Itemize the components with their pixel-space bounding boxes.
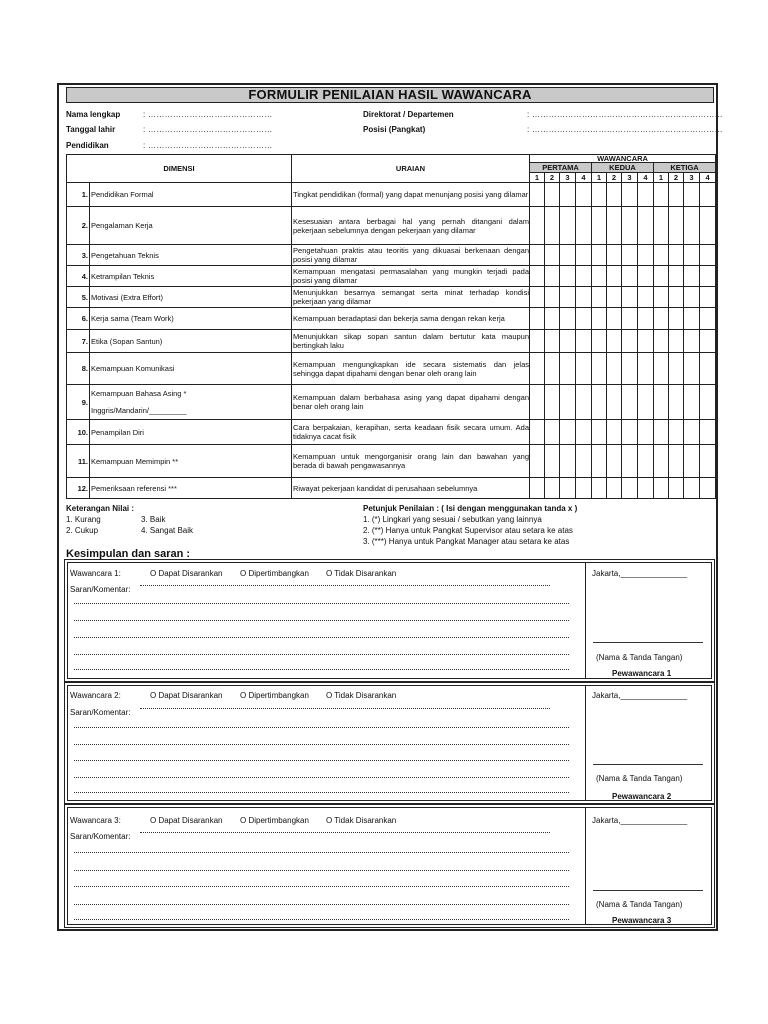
saran-line[interactable] xyxy=(74,904,569,905)
score-cell[interactable] xyxy=(638,353,654,385)
interview-box-inner xyxy=(67,562,712,679)
row-dimensi: Pengetahuan Teknis xyxy=(90,245,292,266)
saran-line[interactable] xyxy=(74,792,569,793)
table-row xyxy=(67,353,716,385)
score-cell[interactable] xyxy=(669,420,684,445)
score-cell[interactable] xyxy=(638,287,654,308)
table-row xyxy=(67,478,716,499)
score-cell[interactable] xyxy=(530,478,545,499)
score-header: 3 xyxy=(622,173,638,183)
score-cell[interactable] xyxy=(560,445,576,478)
score-cell[interactable] xyxy=(560,183,576,207)
score-cell[interactable] xyxy=(560,330,576,353)
score-cell[interactable] xyxy=(684,420,700,445)
saran-line[interactable] xyxy=(140,832,550,833)
tanggal-field[interactable]: : ……………………………………… xyxy=(143,125,273,134)
score-cell[interactable] xyxy=(654,385,669,420)
table-row xyxy=(67,207,716,245)
score-header: 2 xyxy=(607,173,622,183)
interview-box-1 xyxy=(64,559,715,682)
score-cell[interactable] xyxy=(654,353,669,385)
posisi-label: Posisi (Pangkat) xyxy=(363,125,426,134)
score-cell[interactable] xyxy=(560,266,576,287)
interview-label: Wawancara 3: xyxy=(70,816,121,825)
score-cell[interactable] xyxy=(638,385,654,420)
score-header: 4 xyxy=(576,173,592,183)
interview-label: Wawancara 1: xyxy=(70,569,121,578)
direktorat-label: Direktorat / Departemen xyxy=(363,110,454,119)
score-cell[interactable] xyxy=(592,445,607,478)
keterangan-item: 4. Sangat Baik xyxy=(141,526,194,535)
score-header: 3 xyxy=(684,173,700,183)
score-cell[interactable] xyxy=(545,420,560,445)
row-number: 12. xyxy=(67,478,90,499)
score-header: 4 xyxy=(700,173,716,183)
row-uraian: Cara berpakaian, kerapihan, serta keadaan fisik secara umum. Ada tidaknya cacat fisik xyxy=(292,420,530,445)
score-header: 1 xyxy=(530,173,545,183)
score-cell[interactable] xyxy=(592,308,607,330)
row-number: 7. xyxy=(67,330,90,353)
petunjuk-item: 1. (*) Lingkari yang sesuai / sebutkan yang lainnya xyxy=(363,515,542,524)
score-cell[interactable] xyxy=(654,183,669,207)
score-cell[interactable] xyxy=(607,445,622,478)
score-cell[interactable] xyxy=(545,445,560,478)
interview-label: Wawancara 2: xyxy=(70,691,121,700)
score-cell[interactable] xyxy=(654,308,669,330)
score-cell[interactable] xyxy=(576,183,592,207)
score-cell[interactable] xyxy=(638,478,654,499)
saran-line[interactable] xyxy=(74,870,569,871)
score-cell[interactable] xyxy=(576,420,592,445)
option-tidak-disarankan[interactable]: O Tidak Disarankan xyxy=(326,691,397,700)
score-cell[interactable] xyxy=(684,287,700,308)
row-uraian: Kesesuaian antara berbagai hal yang pernah ditangani dalam pekerjaan sebelumnya dengan pekerjaan yang dilamar xyxy=(292,207,530,245)
score-cell[interactable] xyxy=(530,385,545,420)
row-number: 4. xyxy=(67,266,90,287)
table-row xyxy=(67,183,716,207)
score-cell[interactable] xyxy=(684,308,700,330)
score-cell[interactable] xyxy=(545,287,560,308)
direktorat-field[interactable]: : …………………………………………………………… xyxy=(527,110,723,119)
col-wawancara: WAWANCARA xyxy=(530,155,716,163)
saran-line[interactable] xyxy=(74,637,569,638)
keterangan-item: 1. Kurang xyxy=(66,515,101,524)
saran-line[interactable] xyxy=(74,654,569,655)
score-cell[interactable] xyxy=(592,245,607,266)
score-cell[interactable] xyxy=(622,266,638,287)
score-cell[interactable] xyxy=(622,245,638,266)
row-number: 1. xyxy=(67,183,90,207)
score-cell[interactable] xyxy=(545,183,560,207)
row-number: 10. xyxy=(67,420,90,445)
score-cell[interactable] xyxy=(700,266,716,287)
score-cell[interactable] xyxy=(622,478,638,499)
score-cell[interactable] xyxy=(700,353,716,385)
score-cell[interactable] xyxy=(607,330,622,353)
nama-tanda-tangan-label: (Nama & Tanda Tangan) xyxy=(596,653,683,662)
nama-tanda-tangan-label: (Nama & Tanda Tangan) xyxy=(596,900,683,909)
score-cell[interactable] xyxy=(576,445,592,478)
row-uraian: Kemampuan beradaptasi dan bekerja sama dengan rekan kerja xyxy=(292,308,530,330)
row-uraian: Kemampuan dalam berbahasa asing yang dapat dipahami dengan benar oleh orang lain xyxy=(292,385,530,420)
score-cell[interactable] xyxy=(638,245,654,266)
option-dapat-disarankan[interactable]: O Dapat Disarankan xyxy=(150,816,223,825)
score-cell[interactable] xyxy=(669,207,684,245)
score-cell[interactable] xyxy=(560,287,576,308)
saran-line[interactable] xyxy=(74,919,569,920)
pewawancara-label: Pewawancara 3 xyxy=(612,916,672,925)
score-cell[interactable] xyxy=(530,245,545,266)
score-cell[interactable] xyxy=(638,330,654,353)
score-cell[interactable] xyxy=(560,207,576,245)
score-cell[interactable] xyxy=(530,266,545,287)
score-cell[interactable] xyxy=(638,183,654,207)
score-cell[interactable] xyxy=(700,183,716,207)
score-cell[interactable] xyxy=(669,183,684,207)
row-number: 6. xyxy=(67,308,90,330)
score-cell[interactable] xyxy=(654,266,669,287)
score-cell[interactable] xyxy=(530,287,545,308)
score-cell[interactable] xyxy=(592,266,607,287)
row-dimensi-bahasa[interactable]: Inggris/Mandarin/_________ xyxy=(91,406,187,415)
score-cell[interactable] xyxy=(669,308,684,330)
saran-line[interactable] xyxy=(74,777,569,778)
score-cell[interactable] xyxy=(560,385,576,420)
saran-line[interactable] xyxy=(74,620,569,621)
score-cell[interactable] xyxy=(560,420,576,445)
score-cell[interactable] xyxy=(592,478,607,499)
score-cell[interactable] xyxy=(700,245,716,266)
saran-line[interactable] xyxy=(140,585,550,586)
form-title: FORMULIR PENILAIAN HASIL WAWANCARA xyxy=(66,87,714,103)
score-cell[interactable] xyxy=(684,353,700,385)
score-header: 2 xyxy=(545,173,560,183)
score-cell[interactable] xyxy=(622,308,638,330)
row-dimensi: Pendidikan Formal xyxy=(90,183,292,207)
score-cell[interactable] xyxy=(560,308,576,330)
score-cell[interactable] xyxy=(700,420,716,445)
row-number: 3. xyxy=(67,245,90,266)
signature-area xyxy=(585,808,711,924)
group-kedua: KEDUA xyxy=(592,163,654,173)
row-number: 5. xyxy=(67,287,90,308)
score-header: 3 xyxy=(560,173,576,183)
score-cell[interactable] xyxy=(560,245,576,266)
nama-field[interactable]: : ……………………………………… xyxy=(143,110,273,119)
score-cell[interactable] xyxy=(592,330,607,353)
score-cell[interactable] xyxy=(669,287,684,308)
score-cell[interactable] xyxy=(530,420,545,445)
score-cell[interactable] xyxy=(576,330,592,353)
score-cell[interactable] xyxy=(654,420,669,445)
row-uraian: Kemampuan untuk mengorganisir orang lain dan bawahan yang berada di bawah pengawasannya xyxy=(292,445,530,478)
score-cell[interactable] xyxy=(576,207,592,245)
score-cell[interactable] xyxy=(576,266,592,287)
petunjuk-item: 3. (***) Hanya untuk Pangkat Manager atau setara ke atas xyxy=(363,537,570,546)
saran-line[interactable] xyxy=(74,886,569,887)
option-dipertimbangkan[interactable]: O Dipertimbangkan xyxy=(240,691,309,700)
jakarta-date-field[interactable]: Jakarta,_______________ xyxy=(592,691,688,700)
interview-box-inner xyxy=(67,807,712,925)
interview-box-3 xyxy=(64,804,715,928)
score-cell[interactable] xyxy=(607,385,622,420)
row-uraian: Pengetahuan praktis atau teoritis yang dikuasai berkenaan dengan posisi yang dilamar xyxy=(293,246,530,264)
assessment-table xyxy=(66,154,716,499)
score-cell[interactable] xyxy=(530,183,545,207)
signature-line[interactable] xyxy=(593,890,703,891)
table-row xyxy=(67,385,716,420)
score-cell[interactable] xyxy=(545,330,560,353)
score-cell[interactable] xyxy=(545,478,560,499)
score-cell[interactable] xyxy=(654,445,669,478)
score-cell[interactable] xyxy=(684,266,700,287)
row-dimensi: Kemampuan Memimpin ** xyxy=(90,445,292,478)
score-cell[interactable] xyxy=(592,207,607,245)
score-cell[interactable] xyxy=(530,330,545,353)
saran-line[interactable] xyxy=(74,727,569,728)
saran-label: Saran/Komentar: xyxy=(70,708,131,717)
score-cell[interactable] xyxy=(669,330,684,353)
score-cell[interactable] xyxy=(560,353,576,385)
score-cell[interactable] xyxy=(530,308,545,330)
petunjuk-item: 2. (**) Hanya untuk Pangkat Supervisor atau setara ke atas xyxy=(363,526,573,535)
row-dimensi: Motivasi (Extra Effort) xyxy=(90,287,292,308)
pendidikan-label: Pendidikan xyxy=(66,141,109,150)
score-cell[interactable] xyxy=(684,183,700,207)
score-cell[interactable] xyxy=(622,420,638,445)
row-number: 11. xyxy=(67,445,90,478)
posisi-field[interactable]: : …………………………………………………………… xyxy=(527,125,723,134)
score-cell[interactable] xyxy=(607,478,622,499)
score-cell[interactable] xyxy=(669,385,684,420)
row-uraian: Kemampuan mengatasi permasalahan yang mungkin terjadi pada posisi yang dilamar xyxy=(293,267,530,285)
score-cell[interactable] xyxy=(684,385,700,420)
table-row xyxy=(67,420,716,445)
score-cell[interactable] xyxy=(545,308,560,330)
group-pertama: PERTAMA xyxy=(530,163,592,173)
score-cell[interactable] xyxy=(607,207,622,245)
score-cell[interactable] xyxy=(622,330,638,353)
table-row xyxy=(67,330,716,353)
score-cell[interactable] xyxy=(622,287,638,308)
score-cell[interactable] xyxy=(669,478,684,499)
row-dimensi: Etika (Sopan Santun) xyxy=(90,330,292,353)
score-cell[interactable] xyxy=(592,420,607,445)
row-number: 9. xyxy=(67,385,90,420)
option-dipertimbangkan[interactable]: O Dipertimbangkan xyxy=(240,569,309,578)
score-cell[interactable] xyxy=(654,287,669,308)
row-dimensi: Ketrampilan Teknis xyxy=(90,266,292,287)
kesimpulan-title: Kesimpulan dan saran : xyxy=(66,548,191,560)
tanggal-label: Tanggal lahir xyxy=(66,125,116,134)
interview-box-2 xyxy=(64,682,715,804)
row-uraian: Tingkat pendidikan (formal) yang dapat menunjang posisi yang dilamar xyxy=(292,183,530,207)
score-cell[interactable] xyxy=(530,207,545,245)
score-cell[interactable] xyxy=(700,330,716,353)
jakarta-date-field[interactable]: Jakarta,_______________ xyxy=(592,569,688,578)
option-tidak-disarankan[interactable]: O Tidak Disarankan xyxy=(326,569,397,578)
score-cell[interactable] xyxy=(576,385,592,420)
score-cell[interactable] xyxy=(669,245,684,266)
score-cell[interactable] xyxy=(607,287,622,308)
saran-label: Saran/Komentar: xyxy=(70,832,131,841)
score-cell[interactable] xyxy=(684,207,700,245)
score-cell[interactable] xyxy=(592,287,607,308)
score-cell[interactable] xyxy=(607,245,622,266)
score-cell[interactable] xyxy=(607,308,622,330)
score-cell[interactable] xyxy=(669,445,684,478)
score-cell[interactable] xyxy=(669,353,684,385)
score-cell[interactable] xyxy=(592,385,607,420)
table-row xyxy=(67,445,716,478)
signature-line[interactable] xyxy=(593,642,703,643)
score-cell[interactable] xyxy=(622,207,638,245)
score-cell[interactable] xyxy=(545,385,560,420)
score-cell[interactable] xyxy=(654,207,669,245)
score-cell[interactable] xyxy=(622,353,638,385)
saran-line[interactable] xyxy=(74,669,569,670)
row-number: 2. xyxy=(67,207,90,245)
row-uraian: Menunjukkan besarnya semangat serta minat terhadap kondisi pekerjaan yang dilamar xyxy=(293,288,530,306)
table-row xyxy=(67,308,716,330)
option-dipertimbangkan[interactable]: O Dipertimbangkan xyxy=(240,816,309,825)
col-uraian: URAIAN xyxy=(292,155,530,183)
keterangan-title: Keterangan Nilai : xyxy=(66,504,135,513)
table-row xyxy=(67,287,716,308)
option-dapat-disarankan[interactable]: O Dapat Disarankan xyxy=(150,569,223,578)
row-dimensi: Kerja sama (Team Work) xyxy=(90,308,292,330)
nama-tanda-tangan-label: (Nama & Tanda Tangan) xyxy=(596,774,683,783)
score-cell[interactable] xyxy=(638,420,654,445)
score-cell[interactable] xyxy=(545,266,560,287)
score-cell[interactable] xyxy=(576,353,592,385)
row-uraian: Menunjukkan sikap sopan santun dalam bertutur kata maupun bertingkah laku xyxy=(292,330,530,353)
score-cell[interactable] xyxy=(654,330,669,353)
score-cell[interactable] xyxy=(638,308,654,330)
score-cell[interactable] xyxy=(592,183,607,207)
score-cell[interactable] xyxy=(700,478,716,499)
score-cell[interactable] xyxy=(622,183,638,207)
score-cell[interactable] xyxy=(654,478,669,499)
row-number: 8. xyxy=(67,353,90,385)
score-cell[interactable] xyxy=(700,287,716,308)
score-header: 2 xyxy=(669,173,684,183)
signature-line[interactable] xyxy=(593,764,703,765)
option-dapat-disarankan[interactable]: O Dapat Disarankan xyxy=(150,691,223,700)
saran-line[interactable] xyxy=(140,708,550,709)
score-header: 4 xyxy=(638,173,654,183)
col-dimensi: DIMENSI xyxy=(67,155,292,183)
score-cell[interactable] xyxy=(622,385,638,420)
score-cell[interactable] xyxy=(530,445,545,478)
score-cell[interactable] xyxy=(592,353,607,385)
saran-line[interactable] xyxy=(74,760,569,761)
score-cell[interactable] xyxy=(530,353,545,385)
saran-line[interactable] xyxy=(74,852,569,853)
option-tidak-disarankan[interactable]: O Tidak Disarankan xyxy=(326,816,397,825)
row-dimensi: Penampilan Diri xyxy=(90,420,292,445)
row-dimensi: Kemampuan Bahasa Asing * xyxy=(91,389,187,398)
signature-area xyxy=(585,563,711,678)
score-cell[interactable] xyxy=(545,245,560,266)
row-uraian: Riwayat pekerjaan kandidat di perusahaan sebelumnya xyxy=(292,478,530,499)
score-cell[interactable] xyxy=(607,266,622,287)
score-cell[interactable] xyxy=(607,420,622,445)
score-cell[interactable] xyxy=(700,445,716,478)
petunjuk-title: Petunjuk Penilaian : ( Isi dengan menggunakan tanda x ) xyxy=(363,504,578,513)
interview-box-inner xyxy=(67,685,712,801)
score-cell[interactable] xyxy=(669,266,684,287)
pewawancara-label: Pewawancara 1 xyxy=(612,669,672,678)
score-cell[interactable] xyxy=(560,478,576,499)
score-cell[interactable] xyxy=(654,245,669,266)
score-cell[interactable] xyxy=(607,353,622,385)
score-cell[interactable] xyxy=(576,287,592,308)
score-cell[interactable] xyxy=(684,245,700,266)
score-cell[interactable] xyxy=(638,266,654,287)
nama-label: Nama lengkap xyxy=(66,110,121,119)
score-cell[interactable] xyxy=(607,183,622,207)
row-dimensi-cell xyxy=(90,385,292,420)
score-cell[interactable] xyxy=(622,445,638,478)
keterangan-item: 2. Cukup xyxy=(66,526,99,535)
row-uraian: Kemampuan mengungkapkan ide secara sistematis dan jelas sehingga dapat dipahami dengan benar oleh orang lain xyxy=(292,353,530,385)
saran-line[interactable] xyxy=(74,603,569,604)
table-row xyxy=(67,245,716,266)
group-ketiga: KETIGA xyxy=(654,163,716,173)
score-cell[interactable] xyxy=(684,445,700,478)
pewawancara-label: Pewawancara 2 xyxy=(612,792,672,801)
score-cell[interactable] xyxy=(545,353,560,385)
saran-label: Saran/Komentar: xyxy=(70,585,131,594)
score-cell[interactable] xyxy=(684,478,700,499)
score-cell[interactable] xyxy=(700,207,716,245)
score-cell[interactable] xyxy=(576,245,592,266)
jakarta-date-field[interactable]: Jakarta,_______________ xyxy=(592,816,688,825)
score-cell[interactable] xyxy=(638,445,654,478)
row-dimensi: Pemeriksaan referensi *** xyxy=(90,478,292,499)
keterangan-item: 3. Baik xyxy=(141,515,166,524)
score-cell[interactable] xyxy=(684,330,700,353)
saran-line[interactable] xyxy=(74,744,569,745)
score-header: 1 xyxy=(654,173,669,183)
row-dimensi: Pengalaman Kerja xyxy=(90,207,292,245)
score-cell[interactable] xyxy=(576,308,592,330)
score-cell[interactable] xyxy=(700,308,716,330)
pendidikan-field[interactable]: : ……………………………………… xyxy=(143,141,273,150)
score-cell[interactable] xyxy=(576,478,592,499)
row-dimensi: Kemampuan Komunikasi xyxy=(90,353,292,385)
table-row xyxy=(67,266,716,287)
score-cell[interactable] xyxy=(638,207,654,245)
score-cell[interactable] xyxy=(700,385,716,420)
signature-area xyxy=(585,686,711,800)
score-cell[interactable] xyxy=(545,207,560,245)
score-header: 1 xyxy=(592,173,607,183)
